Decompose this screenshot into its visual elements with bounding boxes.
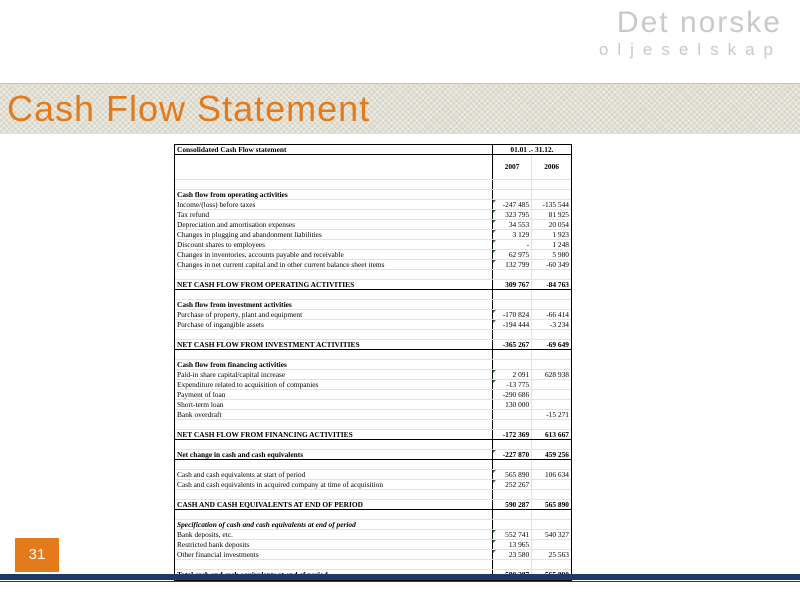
comment-marker-icon — [493, 540, 496, 543]
spacer-row — [175, 180, 571, 190]
table-row — [175, 220, 571, 230]
value-2006: 25 563 — [532, 550, 571, 560]
table-heading: Consolidated Cash Flow statement — [175, 145, 492, 155]
row-label — [175, 560, 492, 570]
table-row — [175, 390, 571, 400]
value-2007 — [492, 390, 531, 400]
row-label — [175, 350, 492, 360]
value-2006: 106 634 — [532, 470, 571, 480]
value-2006 — [532, 520, 571, 530]
value-2006 — [532, 440, 571, 450]
value-2007-text: -290 686 — [502, 390, 530, 399]
table-row — [175, 380, 571, 390]
spacer-row — [175, 420, 571, 430]
year-2006-header: 2006 — [532, 155, 571, 180]
row-label: Net change in cash and cash equivalents — [175, 450, 492, 460]
table-period: 01.01 .- 31.12. — [492, 145, 571, 155]
row-label — [175, 270, 492, 280]
value-2007 — [492, 190, 531, 200]
value-2006: 81 925 — [532, 210, 571, 220]
row-label: Cash flow from operating activities — [175, 190, 492, 200]
value-2007-text: 252 267 — [505, 480, 530, 489]
value-2007 — [492, 340, 531, 350]
spacer-row — [175, 490, 571, 500]
value-2007-text: -365 267 — [502, 340, 530, 349]
table-row — [175, 540, 571, 550]
value-2006: 613 667 — [532, 430, 571, 440]
comment-marker-icon — [493, 230, 496, 233]
comment-marker-icon — [493, 450, 496, 453]
value-2006 — [532, 400, 571, 410]
value-2007 — [492, 450, 531, 460]
value-2007 — [492, 430, 531, 440]
table-row — [175, 340, 571, 350]
row-label: Tax refund — [175, 210, 492, 220]
value-2007 — [492, 420, 531, 430]
value-2006 — [532, 270, 571, 280]
value-2006 — [532, 190, 571, 200]
value-2007 — [492, 210, 531, 220]
value-2006: -84 763 — [532, 280, 571, 290]
value-2007 — [492, 540, 531, 550]
value-2006: 628 938 — [532, 370, 571, 380]
spacer-row — [175, 510, 571, 520]
row-label: NET CASH FLOW FROM FINANCING ACTIVITIES — [175, 430, 492, 440]
value-2007-text: 323 795 — [505, 210, 530, 219]
value-2006 — [532, 420, 571, 430]
row-label — [175, 510, 492, 520]
value-2006: -66 414 — [532, 310, 571, 320]
comment-marker-icon — [493, 250, 496, 253]
value-2007-text: 34 553 — [508, 220, 530, 229]
value-2007 — [492, 280, 531, 290]
value-2006 — [532, 180, 571, 190]
value-2006 — [532, 480, 571, 490]
row-label: Cash and cash equivalents in acquired company at time of acquisition — [175, 480, 492, 490]
value-2007-text: 590 287 — [505, 500, 530, 509]
table-row — [175, 280, 571, 290]
value-2007 — [492, 330, 531, 340]
spacer-row — [175, 460, 571, 470]
row-label: Cash flow from financing activities — [175, 360, 492, 370]
value-2007-text: 3 129 — [512, 230, 530, 239]
value-2007 — [492, 400, 531, 410]
row-label — [175, 420, 492, 430]
value-2007 — [492, 360, 531, 370]
value-2006 — [532, 560, 571, 570]
table-row — [175, 430, 571, 440]
value-2006 — [532, 380, 571, 390]
comment-marker-icon — [493, 240, 496, 243]
value-2007-text: 62 975 — [508, 250, 530, 259]
value-2007 — [492, 320, 531, 330]
value-2007-text: -172 369 — [502, 430, 530, 439]
logo-line-2: oljeselskap — [598, 40, 782, 59]
row-label: Expenditure related to acquisition of companies — [175, 380, 492, 390]
row-label — [175, 440, 492, 450]
row-label: Restricted bank deposits — [175, 540, 492, 550]
value-2006 — [532, 510, 571, 520]
logo-line-1: Det norske — [616, 6, 782, 39]
table-heading-row — [175, 145, 571, 155]
value-2006: 5 980 — [532, 250, 571, 260]
value-2007 — [492, 300, 531, 310]
value-2007 — [492, 260, 531, 270]
row-label: Discount shares to employees — [175, 240, 492, 250]
table-row — [175, 240, 571, 250]
year-header-spacer — [175, 155, 492, 180]
value-2006 — [532, 290, 571, 300]
row-label: NET CASH FLOW FROM OPERATING ACTIVITIES — [175, 280, 492, 290]
spacer-row — [175, 330, 571, 340]
footer-rule — [0, 574, 800, 580]
value-2007 — [492, 440, 531, 450]
value-2007-text: -194 444 — [502, 320, 530, 329]
value-2006 — [532, 330, 571, 340]
value-2007 — [492, 470, 531, 480]
row-label: Bank overdraft — [175, 410, 492, 420]
table-row — [175, 310, 571, 320]
comment-marker-icon — [493, 550, 496, 553]
comment-marker-icon — [493, 260, 496, 263]
value-2007-text: 13 965 — [508, 540, 530, 549]
value-2006 — [532, 350, 571, 360]
table-row — [175, 370, 571, 380]
cash-flow-table — [174, 144, 572, 581]
value-2007-text: 132 799 — [505, 260, 530, 269]
row-label: Short-term loan — [175, 400, 492, 410]
value-2007 — [492, 530, 531, 540]
row-label: Bank deposits, etc. — [175, 530, 492, 540]
table-row — [175, 550, 571, 560]
value-2006: 1 923 — [532, 230, 571, 240]
value-2007 — [492, 520, 531, 530]
value-2007-text: 565 890 — [505, 470, 530, 479]
value-2007-text: -247 485 — [502, 200, 530, 209]
value-2007 — [492, 240, 531, 250]
value-2006: 565 890 — [532, 500, 571, 510]
value-2007 — [492, 410, 531, 420]
value-2007-text: 23 580 — [508, 550, 530, 559]
row-label — [175, 490, 492, 500]
value-2006 — [532, 360, 571, 370]
table-row — [175, 230, 571, 240]
value-2007 — [492, 480, 531, 490]
table-row — [175, 300, 571, 310]
row-label: Changes in plugging and abandonment liabilities — [175, 230, 492, 240]
value-2007 — [492, 290, 531, 300]
row-label: CASH AND CASH EQUIVALENTS AT END OF PERIOD — [175, 500, 492, 510]
table-row — [175, 400, 571, 410]
value-2007-text: -227 870 — [502, 450, 530, 459]
value-2006: 1 248 — [532, 240, 571, 250]
row-label: Cash and cash equivalents at start of period — [175, 470, 492, 480]
table-row — [175, 480, 571, 490]
value-2007 — [492, 490, 531, 500]
row-label: Paid-in share capital/capital increase — [175, 370, 492, 380]
value-2007-text: 552 741 — [505, 530, 530, 539]
row-label — [175, 460, 492, 470]
spacer-row — [175, 270, 571, 280]
table-row — [175, 530, 571, 540]
row-label: Depreciation and amortisation expenses — [175, 220, 492, 230]
comment-marker-icon — [493, 530, 496, 533]
value-2006 — [532, 390, 571, 400]
table-row — [175, 500, 571, 510]
value-2007 — [492, 200, 531, 210]
title-band — [0, 83, 800, 134]
value-2006: -3 234 — [532, 320, 571, 330]
page-number-badge: 31 — [15, 538, 59, 572]
value-2006: -15 271 — [532, 410, 571, 420]
table-row — [175, 250, 571, 260]
value-2006: -69 649 — [532, 340, 571, 350]
value-2007-text: 2 091 — [512, 370, 530, 379]
comment-marker-icon — [493, 220, 496, 223]
row-label: NET CASH FLOW FROM INVESTMENT ACTIVITIES — [175, 340, 492, 350]
value-2007 — [492, 460, 531, 470]
comment-marker-icon — [493, 370, 496, 373]
row-label: Cash flow from investment activities — [175, 300, 492, 310]
row-label: Changes in net current capital and in other current balance sheet items — [175, 260, 492, 270]
value-2007 — [492, 560, 531, 570]
row-label: Purchase of ingangible assets — [175, 320, 492, 330]
comment-marker-icon — [493, 320, 496, 323]
row-label — [175, 180, 492, 190]
value-2006: 540 327 — [532, 530, 571, 540]
table-row — [175, 210, 571, 220]
value-2007-text: -13 775 — [506, 380, 530, 389]
comment-marker-icon — [493, 380, 496, 383]
table-row — [175, 320, 571, 330]
comment-marker-icon — [493, 200, 496, 203]
value-2007 — [492, 500, 531, 510]
value-2007 — [492, 550, 531, 560]
spacer-row — [175, 560, 571, 570]
comment-marker-icon — [493, 470, 496, 473]
value-2007 — [492, 180, 531, 190]
year-header-row — [175, 155, 571, 180]
row-label — [175, 290, 492, 300]
year-2007-header: 2007 — [492, 155, 531, 180]
value-2006: -60 349 — [532, 260, 571, 270]
value-2006 — [532, 300, 571, 310]
value-2006: 20 054 — [532, 220, 571, 230]
row-label: Other financial investments — [175, 550, 492, 560]
spacer-row — [175, 290, 571, 300]
spacer-row — [175, 440, 571, 450]
value-2007 — [492, 220, 531, 230]
value-2007-text: 309 767 — [505, 280, 530, 289]
table-row — [175, 410, 571, 420]
value-2007 — [492, 270, 531, 280]
value-2007 — [492, 510, 531, 520]
row-label — [175, 330, 492, 340]
row-label: Changes in inventories, accounts payable and receivable — [175, 250, 492, 260]
table-row — [175, 450, 571, 460]
value-2007 — [492, 380, 531, 390]
value-2007 — [492, 310, 531, 320]
comment-marker-icon — [493, 210, 496, 213]
value-2006: 459 256 — [532, 450, 571, 460]
value-2007 — [492, 250, 531, 260]
table-row — [175, 200, 571, 210]
table-row — [175, 470, 571, 480]
spacer-row — [175, 350, 571, 360]
row-label: Specification of cash and cash equivalents at end of period — [175, 520, 492, 530]
table-row — [175, 360, 571, 370]
table-row — [175, 520, 571, 530]
row-label: Purchase of property, plant and equipment — [175, 310, 492, 320]
slide-title: Cash Flow Statement — [7, 88, 371, 129]
value-2007 — [492, 230, 531, 240]
comment-marker-icon — [493, 480, 496, 483]
row-label: Payment of loan — [175, 390, 492, 400]
value-2007-text: - — [526, 240, 530, 249]
footer-rule-thin — [0, 581, 800, 582]
row-label: Income/(loss) before taxes — [175, 200, 492, 210]
value-2006 — [532, 490, 571, 500]
value-2007-text: -170 824 — [502, 310, 530, 319]
value-2006 — [532, 460, 571, 470]
comment-marker-icon — [493, 310, 496, 313]
value-2007 — [492, 370, 531, 380]
table-row — [175, 260, 571, 270]
company-logo — [599, 6, 782, 60]
value-2006: -135 544 — [532, 200, 571, 210]
value-2006 — [532, 540, 571, 550]
table-row — [175, 190, 571, 200]
value-2007 — [492, 350, 531, 360]
value-2007-text: 130 000 — [505, 400, 530, 409]
